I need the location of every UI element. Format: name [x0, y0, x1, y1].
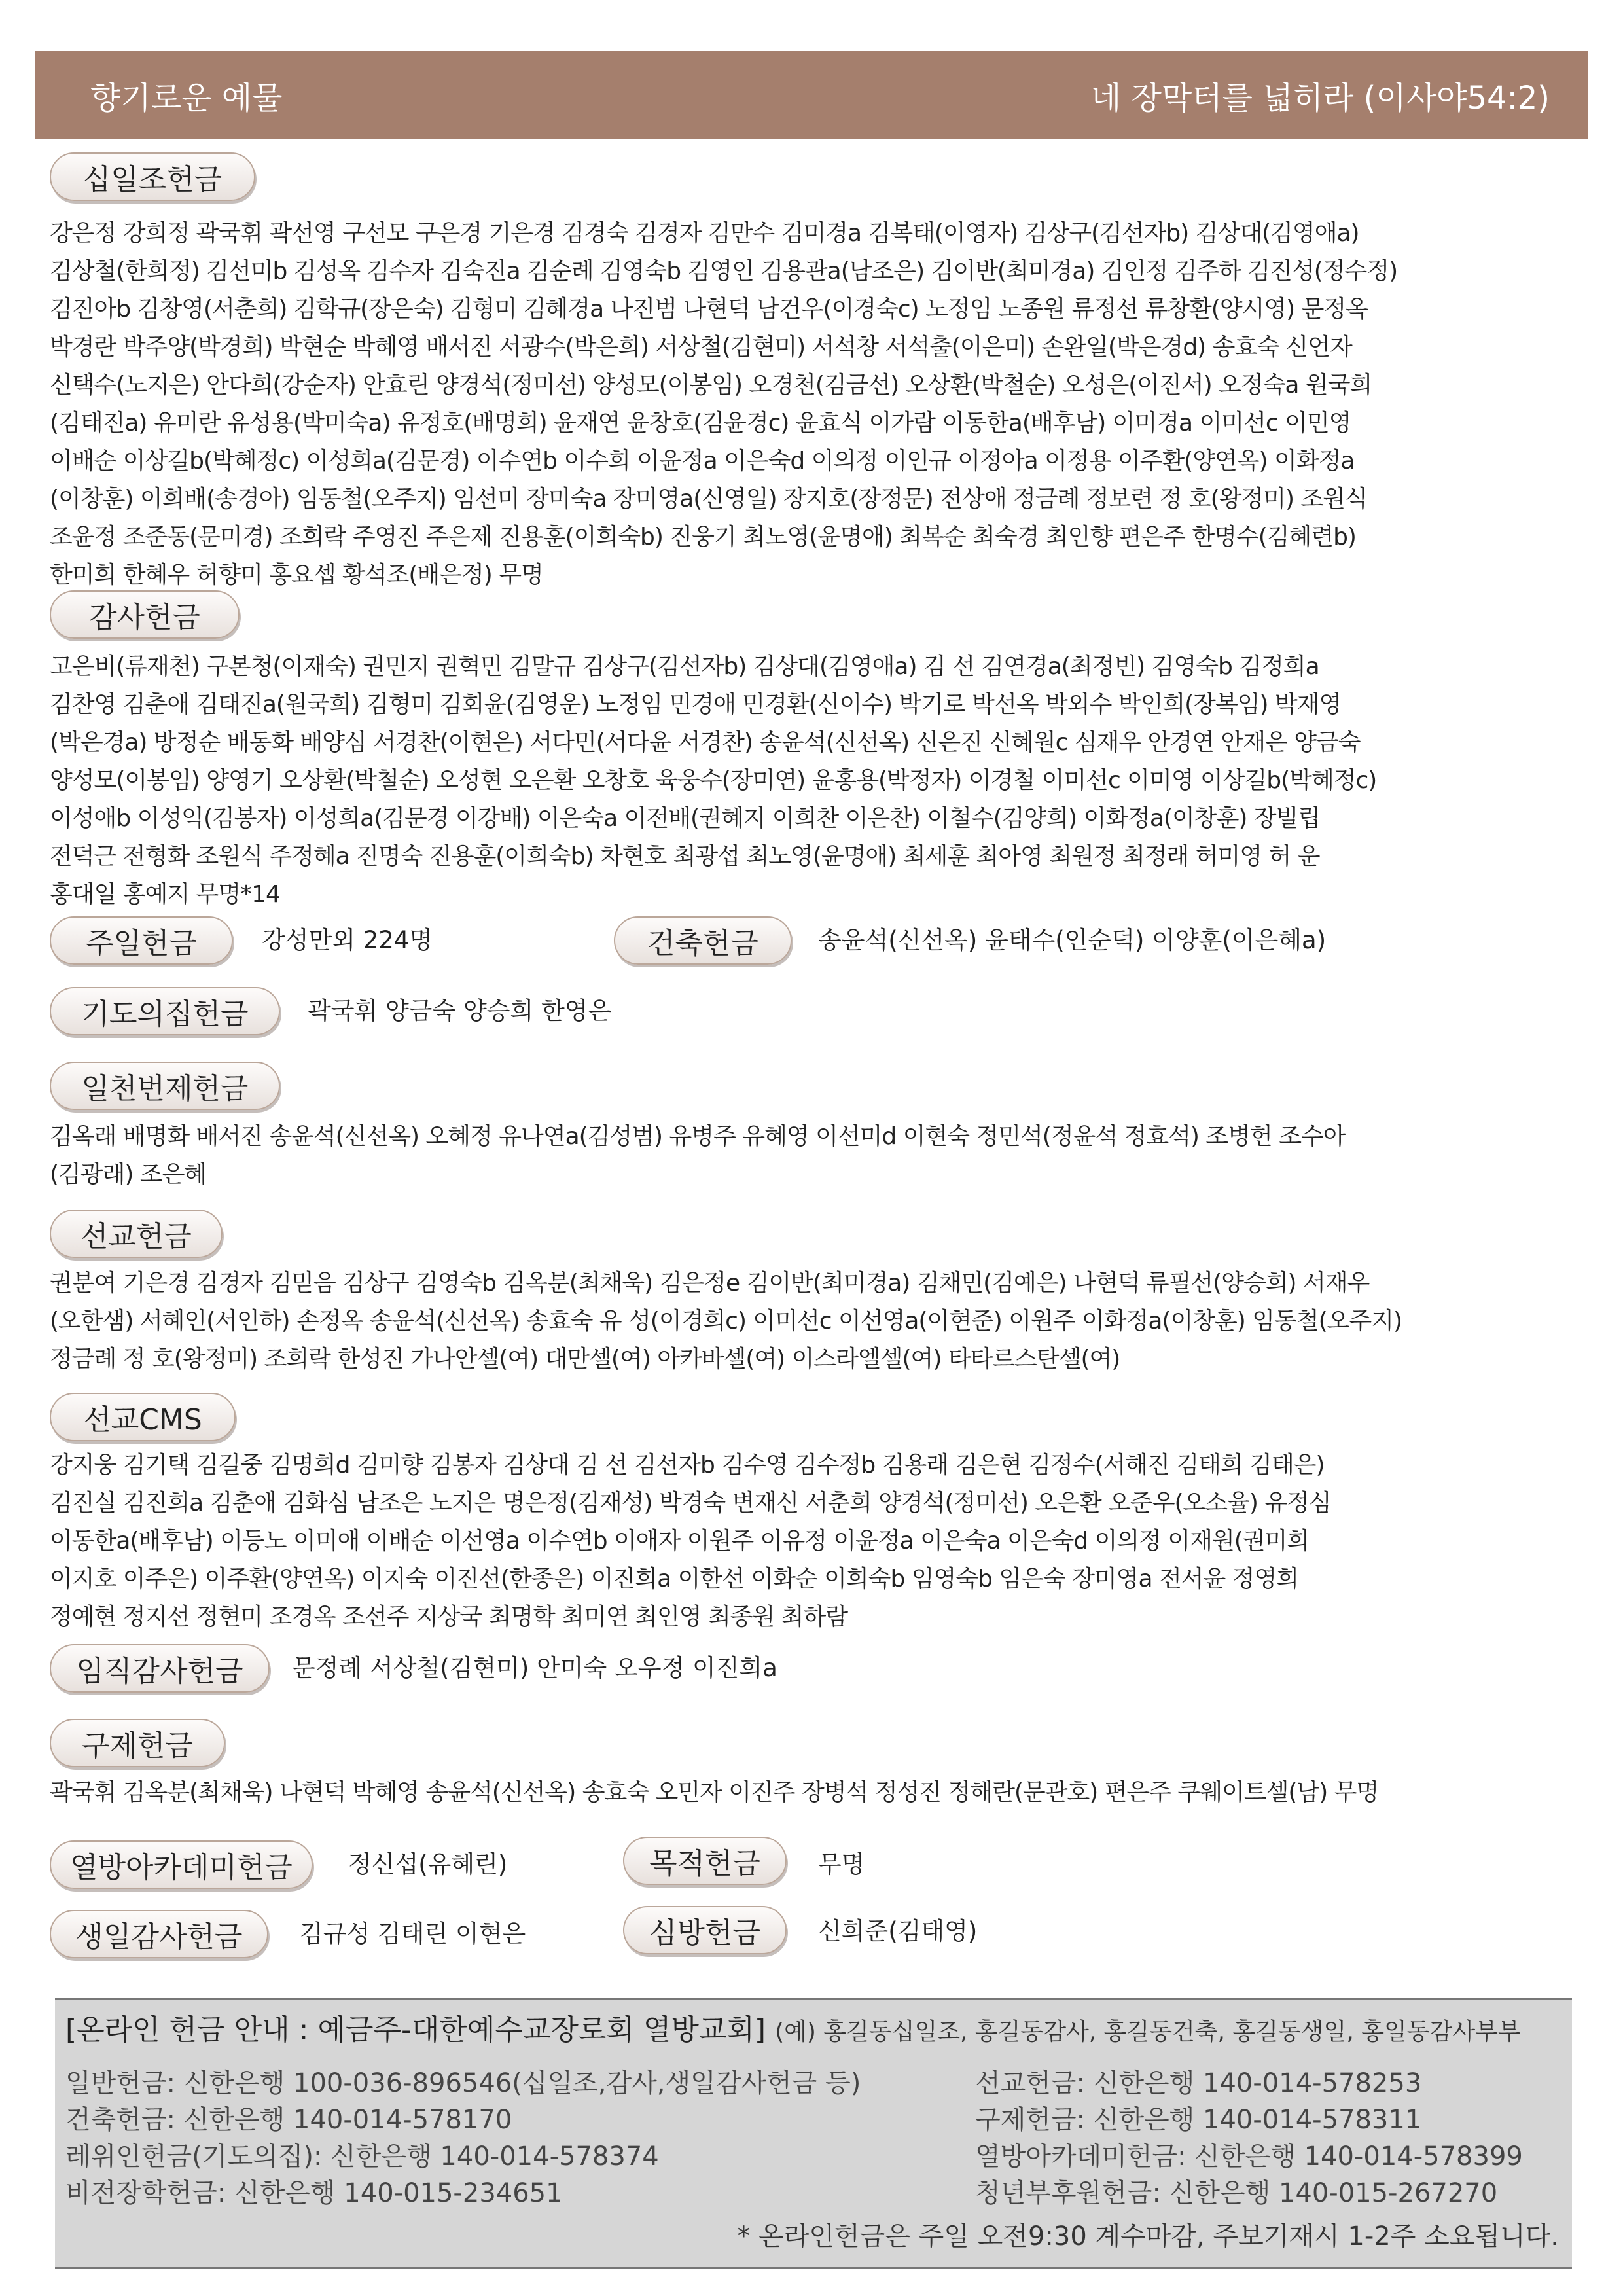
online-offering-box: [55, 1998, 1572, 2269]
birthday-names: 김규성 김태린 이현은: [300, 1920, 526, 1948]
purpose-names: 무명: [818, 1850, 865, 1878]
account-relief: 구제헌금: 신한은행 140-014-578311: [975, 2105, 1422, 2135]
online-offering-title: [65, 2006, 1521, 2048]
sunday-names: 강성만외 224명: [262, 926, 433, 954]
account-youth: 청년부후원헌금: 신한은행 140-015-267270: [975, 2178, 1498, 2208]
building-names: 송윤석(신선옥) 윤태수(인순덕) 이양훈(이은혜a): [818, 926, 1327, 954]
section-label-mission: 선교헌금: [50, 1210, 223, 1258]
online-offering-heading: [온라인 헌금 안내 : 예금주-대한예수교장로회 열방교회]: [65, 2013, 766, 2047]
section-label-visitation: 심방헌금: [623, 1906, 787, 1954]
relief-names: 곽국휘 김옥분(최채욱) 나현덕 박혜영 송윤석(신선옥) 송효숙 오민자 이진주 장병석 정성진 정해란(문관호) 편은주 쿠웨이트셀(남) 무명: [50, 1779, 1379, 1806]
mission-cms-names: 강지웅 김기택 김길중 김명희d 김미향 김봉자 김상대 김 선 김선자b 김수영 김수정b 김용래 김은현 김정수(서해진 김태희 김태은) 김진실 김진희a 김춘애 김화심 남조은 노지은 명은정(김재성) 박경숙 변재신 서춘희 양경석(정미선) 오은환 오준우(오소율) 유정심 이동한a(배후남) 이등노 이미애 이배순 이선영a 이수연b 이애자 이원주 이유정 이윤정a 이은숙a 이은숙d 이의정 이재원(권미희 이지호 이주은) 이주환(양연옥) 이지숙 이진선(한종은) 이진희a 이한선 이화순 이희숙b 임영숙b 임은숙 장미영a 전서윤 정영희 정예현 정지선 정현미 조경옥 조선주 지상국 최명학 최미연 최인영 최종원 최하람: [50, 1452, 1331, 1630]
online-offering-note: * 온라인헌금은 주일 오전9:30 계수마감, 주보기재시 1-2주 소요됩니다.: [737, 2221, 1559, 2251]
account-mission: 선교헌금: 신한은행 140-014-578253: [975, 2068, 1422, 2098]
account-levite: 레위인헌금(기도의집): 신한은행 140-014-578374: [65, 2142, 659, 2172]
section-label-purpose: 목적헌금: [623, 1837, 787, 1885]
header-verse: 네 장막터를 넓히라 (이사야54:2): [1090, 79, 1550, 117]
account-list-left: [65, 2065, 861, 2212]
prayer-house-names: 곽국휘 양금숙 양승희 한영은: [308, 997, 612, 1025]
one-thousandth-names: 김옥래 배명화 배서진 송윤석(신선옥) 오혜정 유나연a(김성범) 유병주 유혜영 이선미d 이현숙 정민석(정윤석 정효석) 조병헌 조수아 (김광래) 조은혜: [50, 1123, 1346, 1188]
mission-names: 권분여 기은경 김경자 김믿음 김상구 김영숙b 김옥분(최채욱) 김은정e 김이반(최미경a) 김채민(김예은) 나현덕 류필선(양승희) 서재우 (오한샘) 서혜인(서인하) 손정옥 송윤석(신선옥) 송효숙 유 성(이경희c) 이미선c 이선영a(이현준) 이원주 이화정a(이창훈) 임동철(오주지) 정금례 정 호(왕정미) 조희락 한성진 가나안셀(여) 대만셀(여) 아카바셀(여) 이스라엘셀(여) 타타르스탄셀(여): [50, 1270, 1402, 1372]
online-offering-example: (예) 홍길동십일조, 홍길동감사, 홍길동건축, 홍길동생일, 홍일동감사부부: [775, 2018, 1521, 2045]
section-label-sunday: 주일헌금: [50, 916, 233, 965]
account-vision-scholarship: 비전장학헌금: 신한은행 140-015-234651: [65, 2178, 563, 2208]
section-label-mission-cms: 선교CMS: [50, 1393, 236, 1441]
section-label-one-thousandth: 일천번제헌금: [50, 1062, 280, 1110]
tithe-names: 강은정 강희정 곽국휘 곽선영 구선모 구은경 기은경 김경숙 김경자 김만수 김미경a 김복태(이영자) 김상구(김선자b) 김상대(김영애a) 김상철(한희정) 김선미b 김성옥 김수자 김숙진a 김순례 김영숙b 김영인 김용관a(남조은) 김이반(최미경a) 김인정 김주하 김진성(정수정) 김진아b 김창영(서춘희) 김학규(장은숙) 김형미 김혜경a 나진범 나현덕 남건우(이경숙c) 노정임 노종원 류정선 류창환(양시영) 문정옥 박경란 박주양(박경희) 박현순 박혜영 배서진 서광수(박은희) 서상철(김현미) 서석창 서석출(이은미) 손완일(박은경d) 송효숙 신언자 신택수(노지은) 안다희(강순자) 안효린 양경석(정미선) 양성모(이봉임) 오경천(김금선) 오상환(박철순) 오성은(이진서) 오정숙a 원국희 (김태진a) 유미란 유성용(박미숙a) 유정호(배명희) 윤재연 윤창호(김윤경c) 윤효식 이가람 이동한a(배후남) 이미경a 이미선c 이민영 이배순 이상길b(박혜정c) 이성희a(김문경) 이수연b 이수희 이윤정a 이은숙d 이의정 이인규 이정아a 이정용 이주환(양연옥) 이화정a (이창훈) 이희배(송경아) 임동철(오주지) 임선미 장미숙a 장미영a(신영일) 장지호(장정문) 전상애 정금례 정보련 정 호(왕정미) 조원식 조윤정 조준동(문미경) 조희락 주영진 주은제 진용훈(이희숙b) 진웅기 최노영(윤명애) 최복순 최숙경 최인향 편은주 한명수(김혜련b) 한미희 한혜우 허향미 홍요셉 황석조(배은정) 무명: [50, 220, 1398, 588]
section-label-relief: 구제헌금: [50, 1719, 225, 1767]
thanks-names: 고은비(류재천) 구본청(이재숙) 권민지 권혁민 김말규 김상구(김선자b) 김상대(김영애a) 김 선 김연경a(최정빈) 김영숙b 김정희a 김찬영 김춘애 김태진a(원국희) 김형미 김회윤(김영운) 노정임 민경애 민경환(신이수) 박기로 박선옥 박외수 박인희(장복임) 박재영 (박은경a) 방정순 배동화 배양심 서경찬(이현은) 서다민(서다윤 서경찬) 송윤석(신선옥) 신은진 신혜원c 심재우 안경연 안재은 양금숙 양성모(이봉임) 양영기 오상환(박철순) 오성현 오은환 오창호 육웅수(장미연) 윤홍용(박정자) 이경철 이미선c 이미영 이상길b(박혜정c) 이성애b 이성익(김봉자) 이성희a(김문경 이강배) 이은숙a 이전배(권혜지 이희찬 이은찬) 이철수(김양희) 이화정a(이창훈) 장빌립 전덕근 전형화 조원식 주정혜a 진명숙 진용훈(이희숙b) 차현호 최광섭 최노영(윤명애) 최세훈 최아영 최원정 최정래 허미영 허 운 홍대일 홍예지 무명*14: [50, 653, 1377, 908]
section-label-officer-thanks: 임직감사헌금: [50, 1644, 270, 1693]
header-title: 향기로운 예물: [90, 79, 283, 117]
section-label-building: 건축헌금: [614, 916, 792, 965]
section-label-prayer-house: 기도의집헌금: [50, 987, 280, 1035]
officer-thanks-names: 문정례 서상철(김현미) 안미숙 오우정 이진희a: [292, 1654, 777, 1682]
academy-names: 정신섭(유혜린): [348, 1850, 508, 1878]
account-general: 일반헌금: 신한은행 100-036-896546(십일조,감사,생일감사헌금 등): [65, 2068, 861, 2098]
section-label-tithe: 십일조헌금: [50, 152, 255, 201]
account-academy: 열방아카데미헌금: 신한은행 140-014-578399: [975, 2142, 1523, 2172]
section-label-thanks: 감사헌금: [50, 590, 240, 639]
section-label-birthday: 생일감사헌금: [50, 1910, 268, 1958]
account-building: 건축헌금: 신한은행 140-014-578170: [65, 2105, 512, 2135]
account-list-right: [975, 2065, 1523, 2212]
bulletin-header: [35, 51, 1588, 139]
section-label-academy: 열방아카데미헌금: [50, 1840, 313, 1889]
visitation-names: 신희준(김태영): [818, 1917, 978, 1945]
